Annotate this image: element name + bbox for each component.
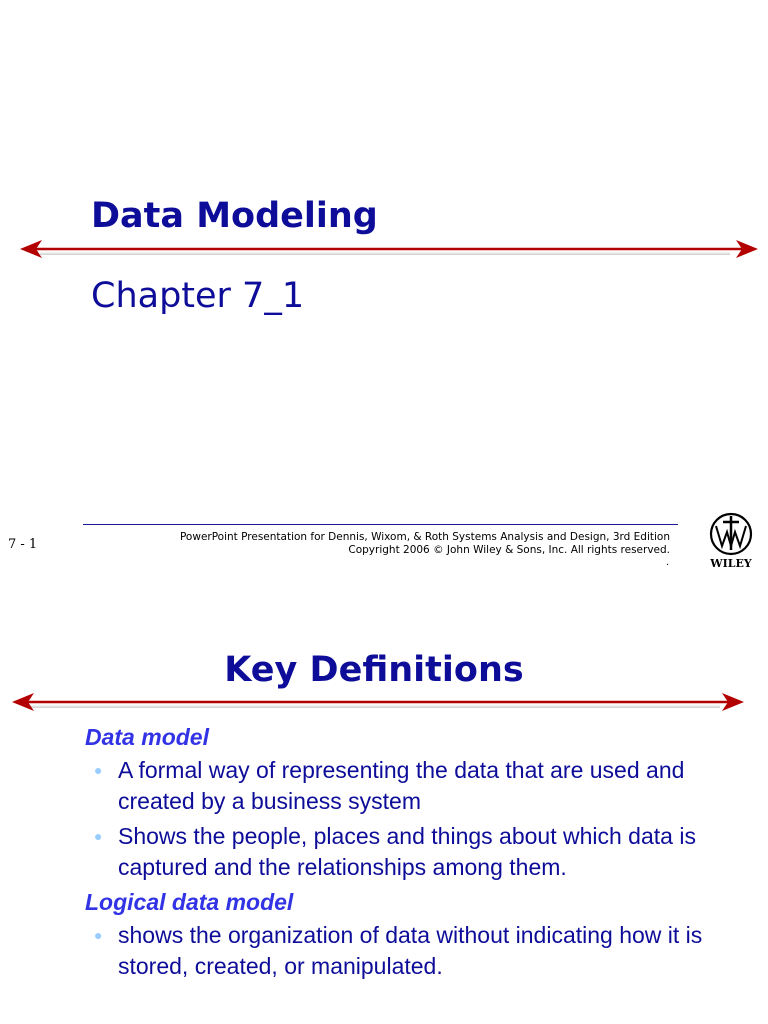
bullet-dot-icon: ● (94, 927, 103, 943)
list-item (85, 755, 725, 817)
bullet-text: A formal way of representing the data that are used and created by a business system (118, 757, 685, 814)
bullet-text: shows the organization of data without indicating how it is stored, created, or manipulated. (118, 922, 703, 979)
footer-credits (180, 531, 670, 557)
footer-line-1: PowerPoint Presentation for Dennis, Wixom, & Roth Systems Analysis and Design, 3rd Edition (179, 531, 670, 543)
term-data-model: Data model (85, 724, 209, 750)
footer-line-2: Copyright 2006 © John Wiley & Sons, Inc. All rights reserved. (348, 544, 670, 556)
list-item (85, 821, 725, 883)
definitions-list (85, 722, 725, 986)
term-logical-data-model: Logical data model (85, 889, 294, 915)
bullet-text: Shows the people, places and things about which data is captured and the relationships among them. (118, 823, 696, 880)
bullet-dot-icon: ● (94, 762, 103, 778)
double-arrow-line-icon (0, 691, 768, 715)
footer-divider (83, 524, 678, 525)
slide-1-title: Data Modeling (91, 196, 378, 236)
wiley-logo-text: WILEY (710, 557, 752, 570)
footer-dot: . (666, 557, 670, 568)
slide-number: 7 - 1 (8, 537, 38, 552)
slide-1-subtitle: Chapter 7_1 (91, 276, 305, 316)
bullet-dot-icon: ● (94, 828, 103, 844)
list-item (85, 920, 725, 982)
double-arrow-line-icon (0, 238, 768, 262)
slide-2 (0, 590, 768, 1024)
slide-2-title: Key Definitions (224, 650, 524, 690)
